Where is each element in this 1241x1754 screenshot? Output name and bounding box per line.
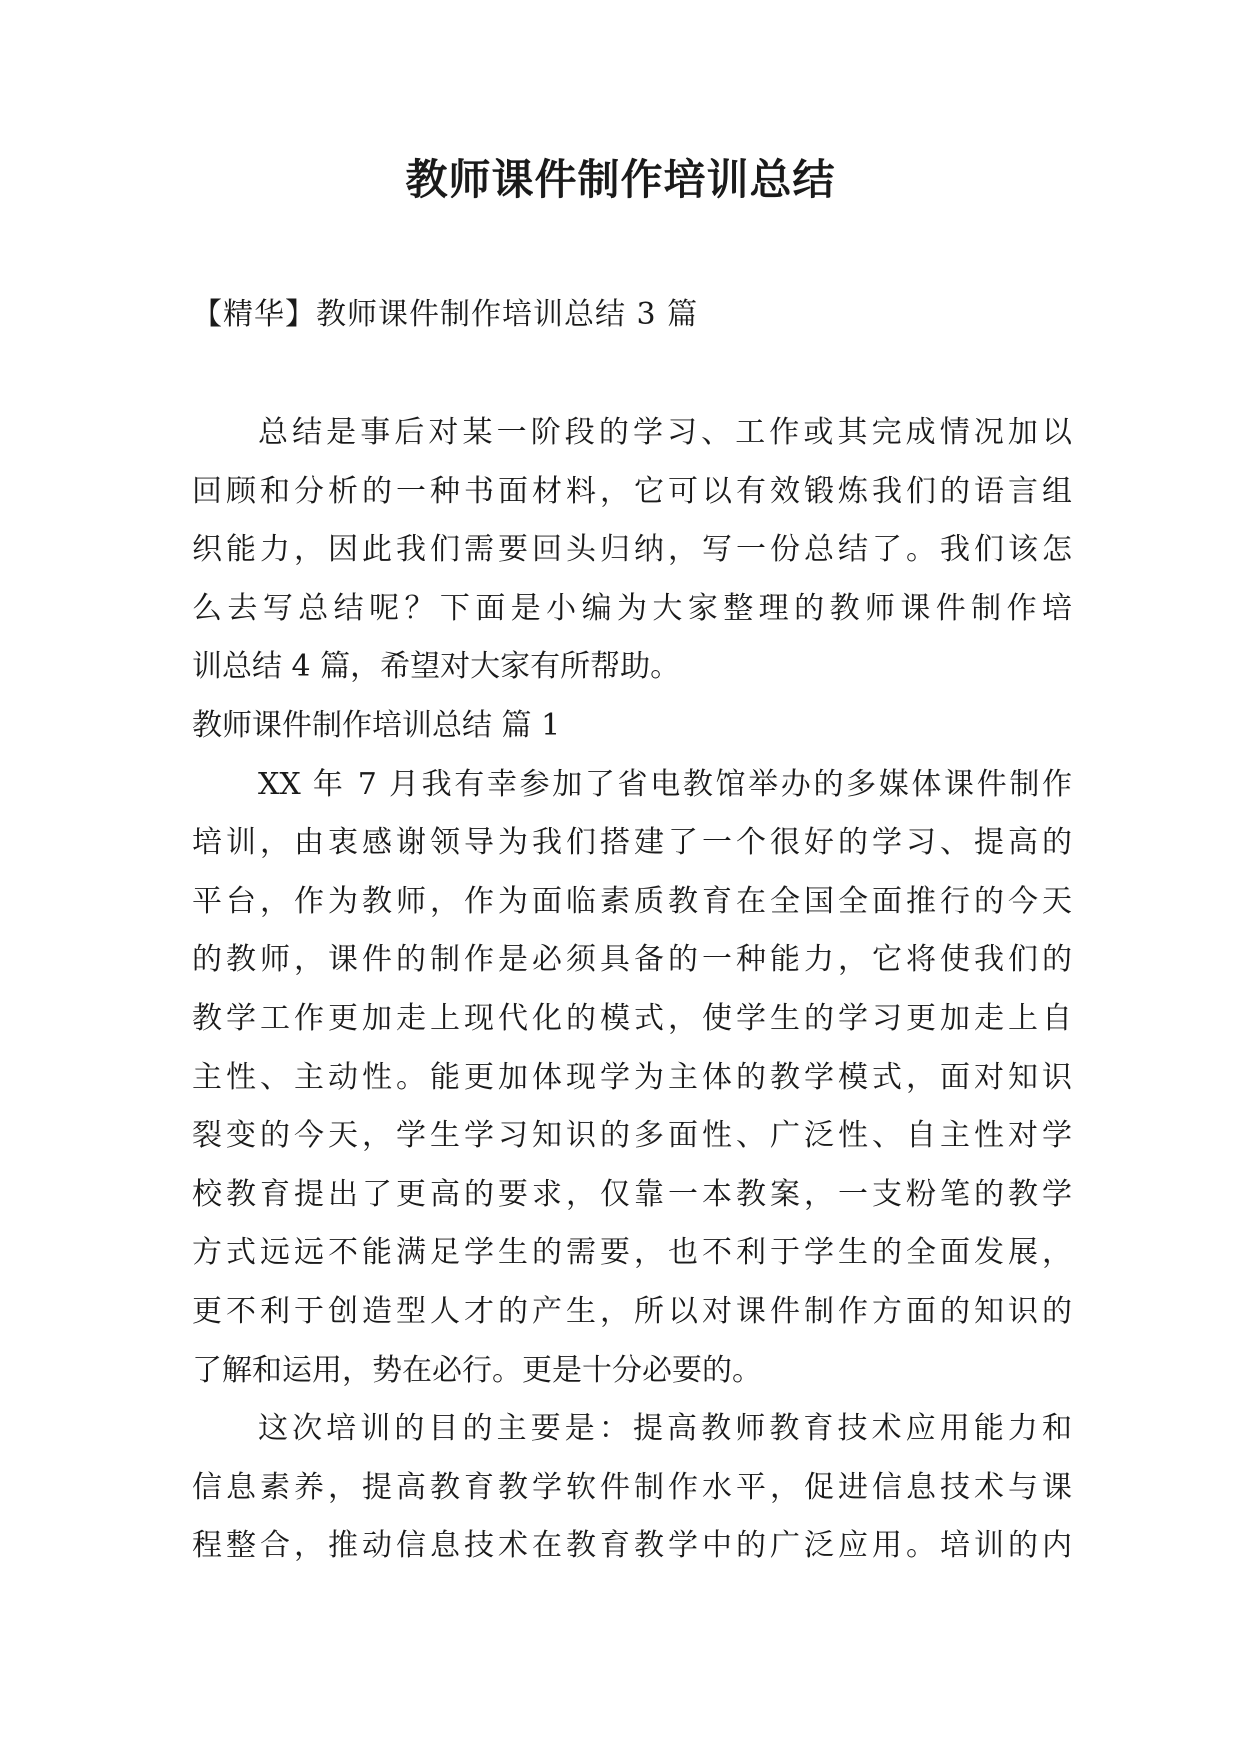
paragraph-line: 信息素养，提高教育教学软件制作水平，促进信息技术与课 [192,1469,1072,1505]
paragraph-line: 训总结 4 篇，希望对大家有所帮助。 [192,649,681,685]
paragraph-line: 的教师，课件的制作是必须具备的一种能力，它将使我们的 [192,942,1072,978]
paragraph-line: 平台，作为教师，作为面临素质教育在全国全面推行的今天 [192,883,1072,919]
paragraph-line: 了解和运用，势在必行。更是十分必要的。 [192,1352,762,1388]
paragraph-line: 总结是事后对某一阶段的学习、工作或其完成情况加以 [258,415,1072,450]
paragraph-line: 裂变的今天，学生学习知识的多面性、广泛性、自主性对学 [192,1118,1072,1154]
paragraph-line: 织能力，因此我们需要回头归纳，写一份总结了。我们该怎 [192,532,1072,568]
section-heading: 教师课件制作培训总结 篇 1 [192,707,561,743]
paragraph-line: 教学工作更加走上现代化的模式，使学生的学习更加走上自 [192,1000,1072,1036]
document-subtitle: 【精华】教师课件制作培训总结 3 篇 [192,297,699,332]
paragraph-line: 回顾和分析的一种书面材料，它可以有效锻炼我们的语言组 [192,473,1072,509]
paragraph-line: XX 年 7 月我有幸参加了省电教馆举办的多媒体课件制作 [258,766,1072,802]
paragraph-line: 主性、主动性。能更加体现学为主体的教学模式，面对知识 [192,1059,1072,1095]
paragraph-line: 这次培训的目的主要是：提高教师教育技术应用能力和 [258,1411,1072,1447]
paragraph-line: 校教育提出了更高的要求，仅靠一本教案，一支粉笔的教学 [192,1176,1072,1212]
paragraph-line: 培训，由衷感谢领导为我们搭建了一个很好的学习、提高的 [192,825,1072,861]
paragraph-line: 更不利于创造型人才的产生，所以对课件制作方面的知识的 [192,1293,1072,1329]
paragraph-line: 程整合，推动信息技术在教育教学中的广泛应用。培训的内 [192,1528,1072,1564]
paragraph-line: 么去写总结呢？下面是小编为大家整理的教师课件制作培 [192,590,1072,626]
document-body [192,404,1072,1576]
paragraph-line: 方式远远不能满足学生的需要，也不利于学生的全面发展， [192,1235,1072,1271]
document-title: 教师课件制作培训总结 [405,155,836,204]
